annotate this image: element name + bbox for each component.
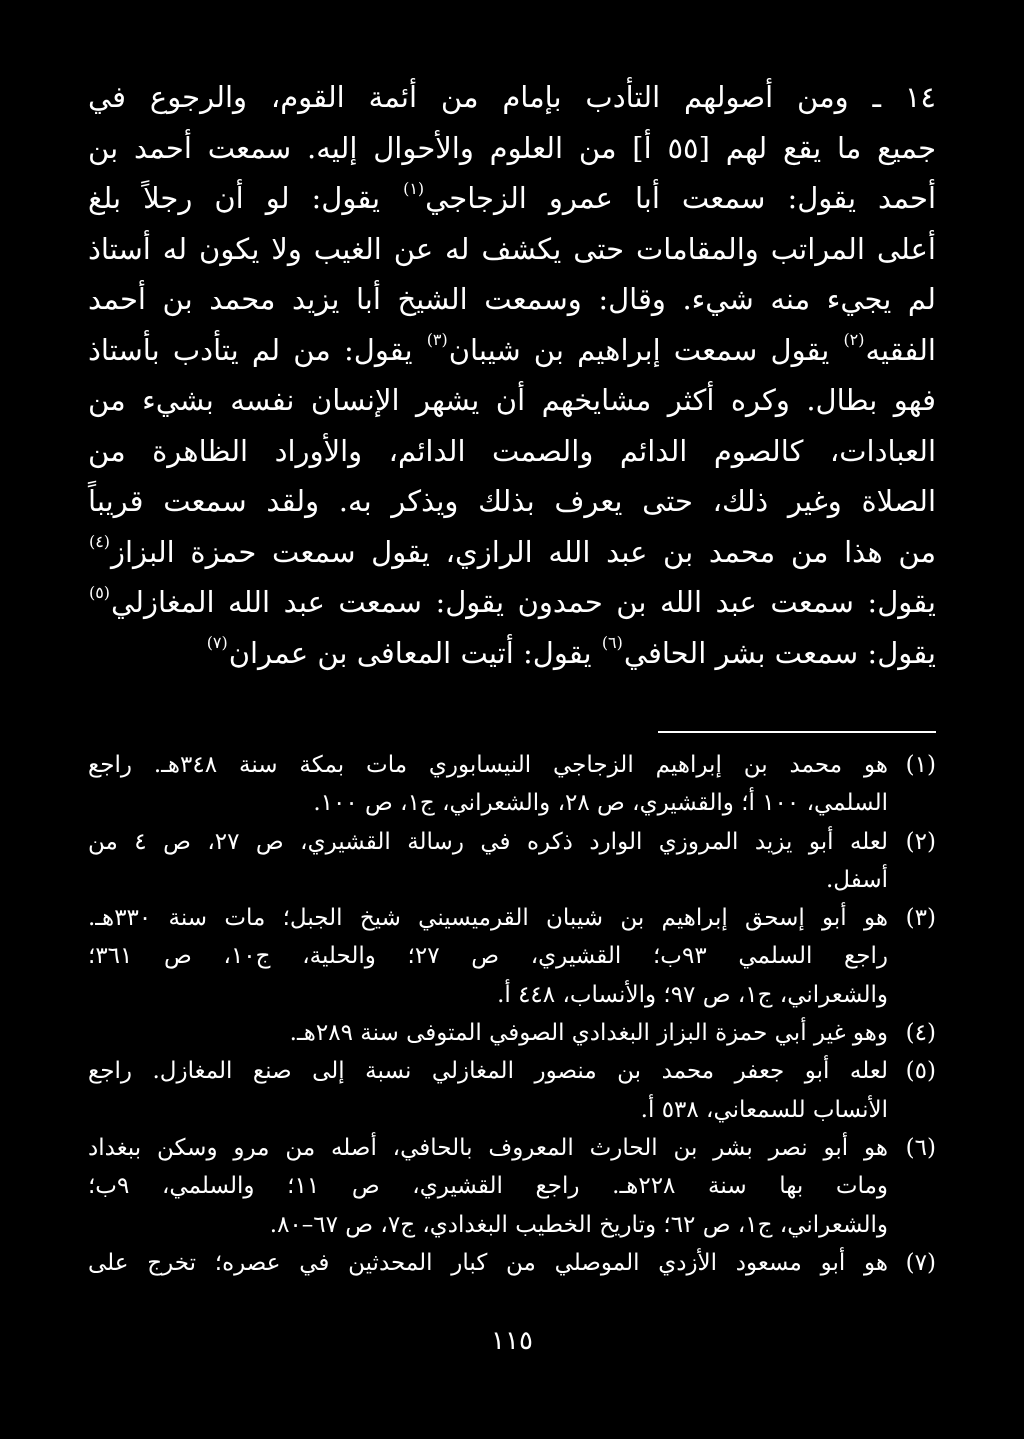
footnote-line: أسفل.: [825, 866, 888, 893]
footnote-ref[interactable]: (٦): [601, 633, 623, 653]
footnote-line: والشعراني، ج١، ص ٦٢؛ وتاريخ الخطيب البغدادي، ج٧، ص ٦٧–٨٠.: [269, 1211, 888, 1238]
footnote-line: والشعراني، ج١، ص ٩٧؛ والأنساب، ٤٤٨ أ.: [497, 981, 888, 1008]
footnote-number: (٧): [905, 1249, 936, 1276]
footnote-number: (٤): [905, 1020, 936, 1047]
footnote-line: الأنساب للسمعاني، ٥٣٨ أ.: [640, 1096, 888, 1123]
footnote-line: (٣)هو أبو إسحق إبراهيم بن شيبان القرميسيني شيخ الجبل؛ مات سنة ٣٣٠هـ.: [88, 899, 936, 937]
footnote-line: (٥)لعله أبو جعفر محمد بن منصور المغازلي نسبة إلى صنع المغازل. راجع: [88, 1052, 936, 1090]
page-number: ١١٥: [491, 1326, 533, 1356]
text-line: ١٤ ـ ومن أصولهم التأدب بإمام من أئمة القوم، والرجوع في: [88, 80, 936, 114]
text-line: أحمد يقول: سمعت أبا عمرو الزجاجي$^{(١)}$ يقول: لو أن رجلاً بلغ: [88, 178, 936, 215]
text-line: من هذا من محمد بن عبد الله الرازي، يقول سمعت حمزة البزاز$^{(٤)}$: [89, 532, 936, 569]
footnote-ref[interactable]: (٢): [843, 330, 865, 350]
footnote-ref[interactable]: (٣): [426, 330, 448, 350]
footnote-ref[interactable]: (٧): [206, 633, 228, 653]
footnote-line: (٢)لعله أبو يزيد المروزي الوارد ذكره في رسالة القشيري، ص ٢٧، ص ٤ من: [88, 823, 936, 861]
footnote-number: (١): [905, 752, 936, 778]
footnote-ref[interactable]: (٤): [89, 532, 110, 552]
footnote-ref[interactable]: (١): [403, 178, 425, 198]
footnote-line: (١)هو محمد بن إبراهيم الزجاجي النيسابوري مات بمكة سنة ٣٤٨هـ. راجع: [88, 746, 936, 784]
main-text: [88, 72, 936, 678]
footnote-divider: [658, 731, 936, 733]
footnote-number: (٢): [905, 828, 936, 855]
footnote-line: (٦)هو أبو نصر بشر بن الحارث المعروف بالحافي، أصله من مرو وسكن ببغداد: [88, 1129, 936, 1167]
text-line: الفقيه$^{(٢)}$ يقول سمعت إبراهيم بن شيبان$^{(٣)}$ يقول: من لم يتأدب بأستاذ: [88, 330, 936, 367]
text-line: أعلى المراتب والمقامات حتى يكشف له عن الغيب ولا يكون له أستاذ: [88, 231, 936, 266]
text-line: العبادات، كالصوم الدائم والصمت الدائم، والأوراد الظاهرة من: [88, 433, 936, 468]
footnote-line: راجع السلمي ٩٣ب؛ القشيري، ص ٢٧؛ والحلية، ج١٠، ص ٣٦١؛: [88, 943, 888, 970]
text-line: الصلاة وغير ذلك، حتى يعرف بذلك ويذكر به. ولقد سمعت قريباً: [88, 484, 936, 518]
text-line: فهو بطال. وكره أكثر مشايخهم أن يشهر الإنسان نفسه بشيء من: [88, 383, 936, 417]
footnotes: [88, 746, 936, 1282]
footnote-number: (٦): [905, 1134, 936, 1161]
text-line: يقول: سمعت بشر الحافي$^{(٦)}$ يقول: أتيت المعافى بن عمران$^{(٧)}$: [206, 633, 936, 670]
text-line: يقول: سمعت عبد الله بن حمدون يقول: سمعت عبد الله المغازلي$^{(٥)}$: [89, 582, 936, 619]
footnote-line: السلمي، ١٠٠ أ؛ والقشيري، ص ٢٨، والشعراني، ج١، ص ١٠٠.: [313, 790, 888, 817]
footnote-number: (٥): [905, 1058, 936, 1085]
footnote-ref[interactable]: (٥): [89, 582, 110, 602]
footnote-line: ومات بها سنة ٢٢٨هـ. راجع القشيري، ص ١١؛ والسلمي، ٩ب؛: [88, 1173, 888, 1200]
footnote-line: (٧)هو أبو مسعود الأزدي الموصلي من كبار المحدثين في عصره؛ تخرج على: [88, 1244, 936, 1282]
footnote-number: (٣): [905, 905, 936, 932]
text-line: جميع ما يقع لهم [٥٥ أ] من العلوم والأحوال إليه. سمعت أحمد بن: [88, 130, 936, 165]
text-line: لم يجيء منه شيء. وقال: وسمعت الشيخ أبا يزيد محمد بن أحمد: [88, 282, 936, 316]
footnote-line: (٤)وهو غير أبي حمزة البزاز البغدادي الصوفي المتوفى سنة ٢٨٩هـ.: [88, 1014, 936, 1052]
